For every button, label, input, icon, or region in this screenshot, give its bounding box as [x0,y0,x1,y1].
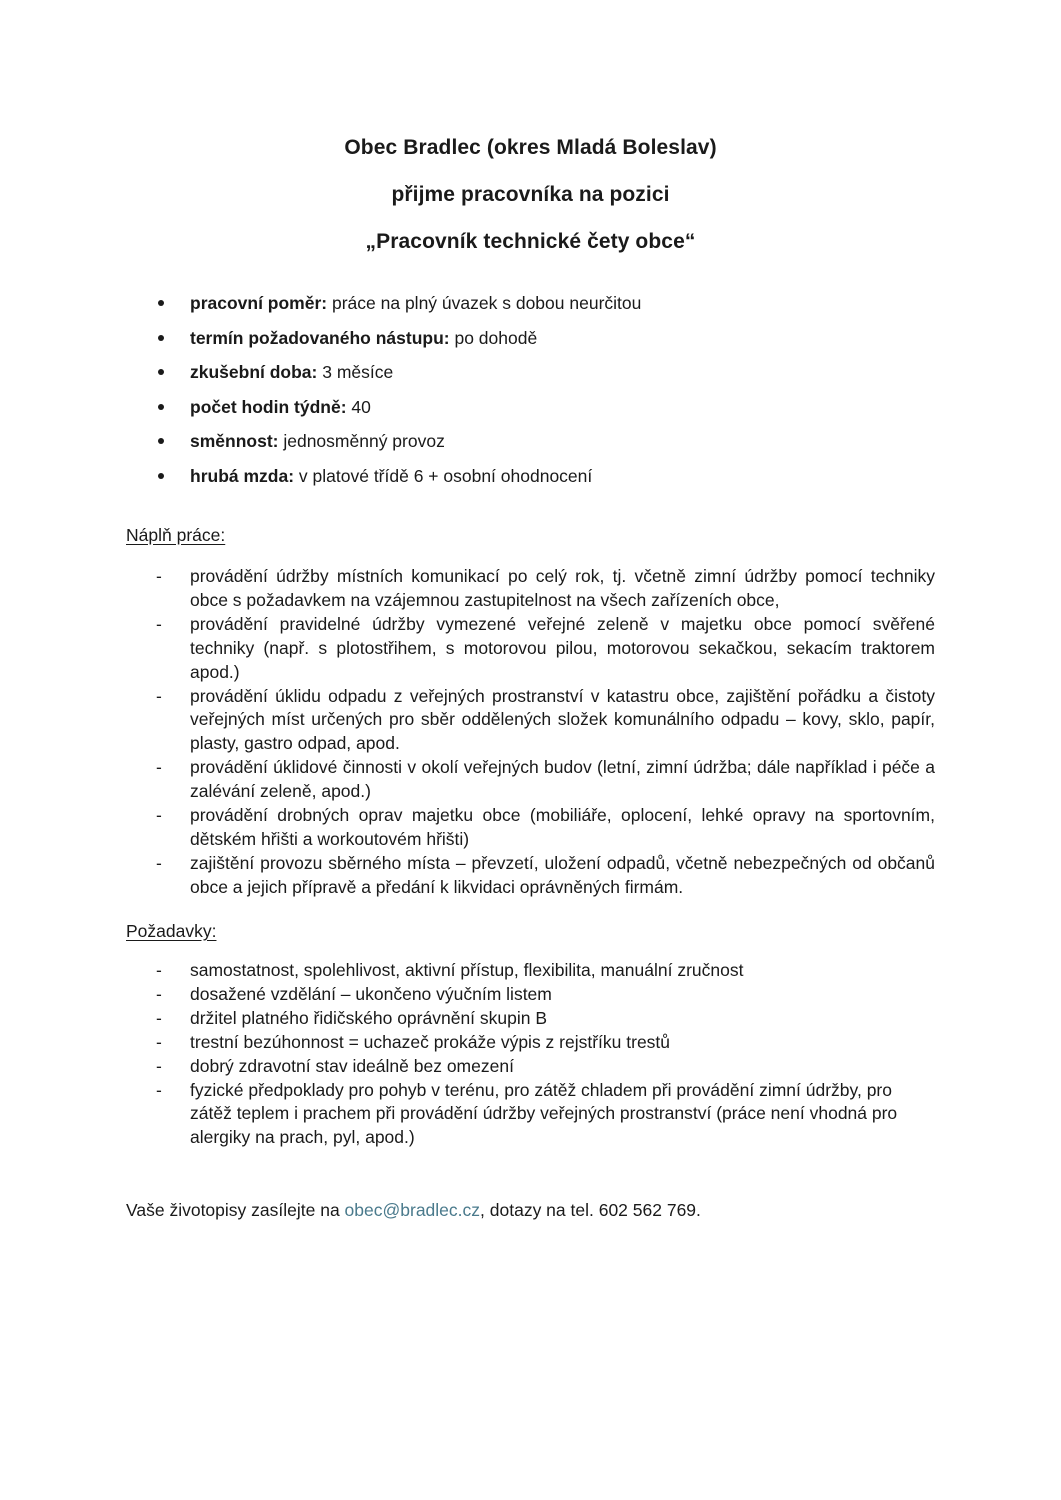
list-item [155,613,935,685]
duty-text: provádění pravidelné údržby vymezené veřejné zeleně v majetku obce pomocí svěřené techniky (např. s plotostřihem, s motorovou pilou, motorovou sekačkou, sekacím traktorem apod.) [190,613,935,682]
requirement-text: samostatnost, spolehlivost, aktivní přístup, flexibilita, manuální zručnost [190,960,744,980]
dash-bullet: - [156,1055,162,1076]
duty-text: zajištění provozu sběrného místa – převzetí, uložení odpadů, včetně nebezpečných od občanů obce a jejich přípravě a předání k likvidaci oprávněných firmám. [190,852,935,897]
fact-label: pracovní poměr: [190,293,328,313]
dash-bullet: - [156,757,162,778]
dash-bullet: - [156,1079,162,1100]
requirement-text: držitel platného řidičského oprávnění skupin B [190,1007,548,1028]
list-item [155,1079,935,1151]
bullet-icon [158,404,164,410]
requirement-text: trestní bezúhonnost = uchazeč prokáže výpis z rejstříku trestů [190,1031,671,1052]
fact-label: počet hodin týdně: [190,396,347,417]
dash-bullet: - [156,983,162,1004]
dash-bullet: - [156,1007,162,1028]
bullet-icon [158,438,164,444]
fact-value: po dohodě [449,327,538,348]
dash-bullet: - [156,852,162,873]
fact-employment [155,291,955,326]
list-item [155,1031,935,1055]
list-item [155,685,935,757]
list-item [155,1007,935,1031]
list-item [155,852,935,900]
fact-value: 40 [346,396,371,417]
duty-text: provádění úklidu odpadu z veřejných prostranství v katastru obce, zajištění pořádku a čistoty veřejných míst určených pro sběr oddělených složek komunálního odpadu – kovy, sklo, papír, plasty, gastro odpad, apod. [190,685,935,754]
dash-bullet: - [156,566,162,586]
requirement-text: fyzické předpoklady pro pohyb v terénu, pro zátěž chladem při provádění zimní údržby, pro zátěž teplem i prachem při provádění údržby veřejných prostranství (práce není vhodná pro alergiky na prach, pyl, apod.) [190,1079,898,1148]
list-item [155,565,935,613]
dash-bullet: - [156,1031,162,1052]
email-link[interactable]: obec@bradlec.cz [344,1200,481,1220]
fact-value: 3 měsíce [317,362,394,383]
dash-bullet: - [156,805,162,826]
fact-label: termín požadovaného nástupu: [190,327,450,348]
fact-value: práce na plný úvazek s dobou neurčitou [327,293,642,313]
requirement-text: dobrý zdravotní stav ideálně bez omezení [190,1055,514,1076]
list-item [155,983,935,1007]
fact-weekly-hours [155,395,955,430]
job-facts-list [155,291,955,499]
fact-value: jednosměnný provoz [278,431,445,452]
list-item [155,959,935,983]
title-position: „Pracovník technické čety obce“ [365,230,696,253]
requirements-list [155,959,935,1150]
fact-value: v platové třídě 6 + osobní ohodnocení [294,465,593,486]
requirements-heading: Požadavky: [126,921,217,941]
fact-label: hrubá mzda: [190,465,295,486]
list-item [155,804,935,852]
title-hiring: přijme pracovníka na pozici [391,183,670,206]
contact-prefix: Vaše životopisy zasílejte na [126,1200,345,1220]
fact-start-date [155,326,955,361]
bullet-icon [158,473,164,479]
bullet-icon [158,300,164,306]
list-item [155,756,935,804]
duties-list [155,565,935,900]
dash-bullet: - [156,960,162,980]
duties-heading: Náplň práce: [126,525,226,545]
duty-text: provádění úklidové činnosti v okolí veřejných budov (letní, zimní údržba; dále například i péče a zalévání zeleně, apod.) [190,757,935,802]
fact-label: zkušební doba: [190,362,318,383]
contact-suffix: , dotazy na tel. 602 562 769. [480,1200,701,1220]
title-municipality: Obec Bradlec (okres Mladá Boleslav) [344,136,717,159]
fact-shifts [155,429,955,464]
contact-line [126,1198,701,1222]
requirement-text: dosažené vzdělání – ukončeno výučním listem [190,983,552,1004]
fact-probation [155,360,955,395]
fact-label: směnnost: [190,431,279,452]
dash-bullet: - [156,685,162,706]
dash-bullet: - [156,613,162,634]
fact-salary [155,464,955,499]
document-title [0,124,1061,265]
bullet-icon [158,335,164,341]
bullet-icon [158,369,164,375]
duty-text: provádění drobných oprav majetku obce (mobiliáře, oplocení, lehké opravy na sportovním, dětském hřišti a workoutovém hřišti) [190,805,935,849]
duty-text: provádění údržby místních komunikací po celý rok, tj. včetně zimní údržby pomocí techniky obce s požadavkem na vzájemnou zastupitelnost na všech zařízeních obce, [190,566,935,610]
list-item [155,1055,935,1079]
